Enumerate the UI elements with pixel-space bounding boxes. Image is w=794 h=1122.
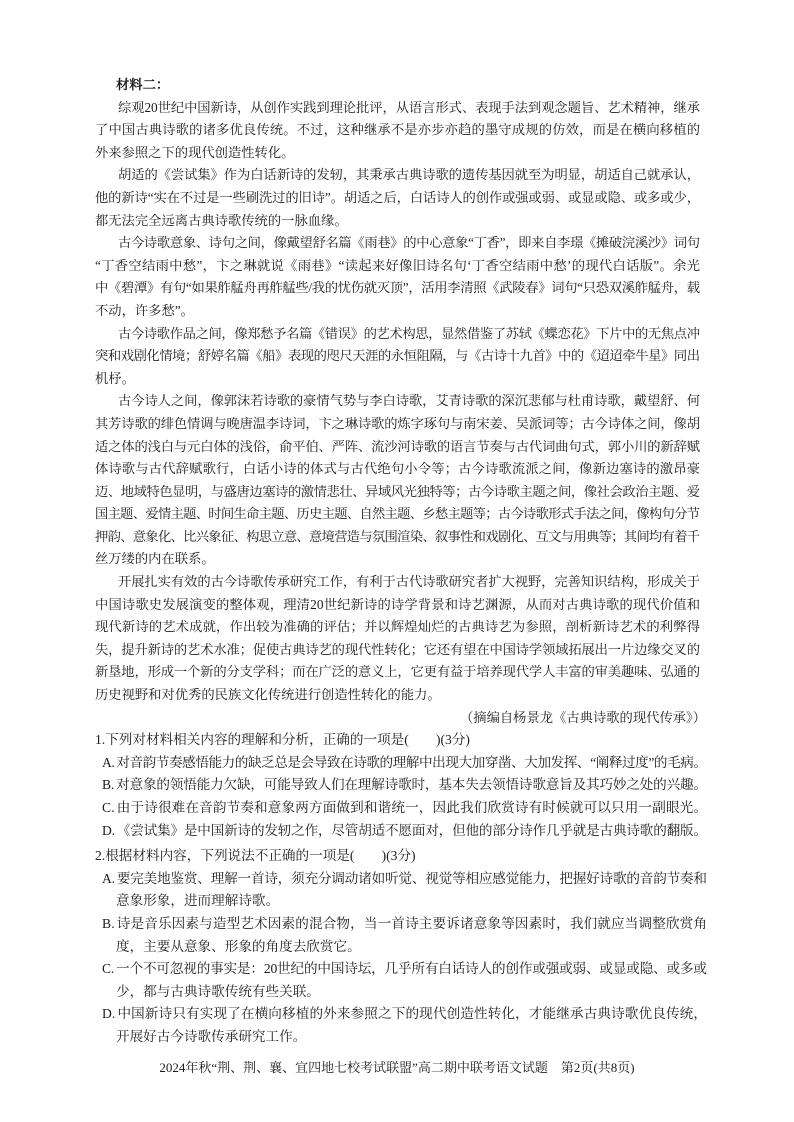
paragraph-5: [95, 390, 700, 571]
option-label: A.: [102, 870, 115, 886]
paragraph-line: 押韵、意象化、比兴象征、构思立意、意境营造与氛围渲染、叙事性和戏剧化、互文与用典等；其间均有着千: [95, 528, 700, 544]
option-text: 诗是音乐因素与造型艺术因素的混合物，当一首诗主要诉诸意象等因素时，我们就应当调整欣赏角: [116, 915, 708, 931]
paragraph-line: 古今诗歌意象、诗句之间，像戴望舒名篇《雨巷》的中心意象“丁香”，即来自李璟《摊破浣溪沙》词句: [118, 235, 700, 251]
option-text: 中国新诗只有实现了在横向移植的外来参照之下的现代创造性转化，才能继承古典诗歌优良传统，: [117, 1006, 708, 1022]
paragraph-2: [95, 164, 700, 232]
paragraph-line: 不动，许多愁”。: [95, 302, 194, 318]
option-label: A.: [102, 754, 115, 770]
option-label: D.: [102, 822, 115, 838]
material-passage: [95, 97, 706, 730]
paragraph-3: [95, 232, 700, 322]
paragraph-line: 古今诗人之间，像郭沫若诗歌的豪情气势与李白诗歌，艾青诗歌的深沉悲郁与杜甫诗歌，戴望舒、何: [118, 393, 700, 409]
option-text: 由于诗很难在音韵节奏和意象两方面做到和谐统一，因此我们欣赏诗有时候就可以只用一副眼光。: [116, 800, 708, 815]
questions: [95, 729, 708, 1048]
paragraph-line: 了中国古典诗歌的诸多优良传统。不过，这种继承不是亦步亦趋的墨守成规的仿效，而是在横向移植的: [95, 122, 701, 138]
paragraph-line: 机杼。: [95, 370, 135, 386]
paragraph-line: 国主题、爱情主题、时间生命主题、历史主题、自然主题、乡愁主题等；古今诗歌形式手法之间，像构句分节: [95, 506, 700, 522]
paragraph-line: 其芳诗歌的绯色情调与晚唐温李诗词，卞之琳诗歌的炼字琢句与南宋姜、吴派词等；古今诗体之间，像胡: [95, 415, 700, 431]
option-text: 《尝试集》是中国新诗的发轫之作，尽管胡适不愿面对，但他的部分诗作几乎就是古典诗歌的翻版。: [116, 822, 707, 838]
paragraph-4: [95, 323, 700, 391]
question-2: [95, 845, 708, 1048]
paragraph-line: 历史视野和对优秀的民族文化传统进行创造性转化的能力。: [95, 687, 441, 703]
option-a: [102, 752, 707, 775]
question-stem: 2.根据材料内容，下列说法不正确的一项是( )(3分): [95, 848, 416, 864]
option-label: B.: [102, 777, 115, 793]
option-a-continued: 意象形象，进而理解诗歌。: [116, 893, 280, 909]
paragraph-line: 他的新诗“实在不过是一些刷洗过的旧诗”。胡适之后，白话诗人的创作或强或弱、或显或隐、或多或少，: [95, 189, 700, 205]
paragraph-line: 综观20世纪中国新诗，从创作实践到理论批评，从语言形式、表现手法到观念题旨、艺术精神，继承: [118, 99, 700, 115]
paragraph-line: 开展扎实有效的古今诗歌传承研究工作，有利于古代诗歌研究者扩大视野，完善知识结构，形成关于: [118, 574, 700, 590]
source-citation: （摘编自杨景龙《古典诗歌的现代传承》）: [460, 709, 706, 725]
option-b: [102, 913, 707, 936]
option-text: 要完美地鉴赏、理解一首诗，须充分调动诸如听觉、视觉等相应感觉能力，把握好诗歌的音韵节奏和: [116, 870, 707, 886]
option-d: [102, 1003, 707, 1026]
paragraph-line: 迈、地域特色显明，与盛唐边塞诗的激情悲壮、异域风光独特等；古今诗歌主题之间，像社会政治主题、爱: [95, 483, 700, 499]
paragraph-line: 体诗歌与古代辞赋歌行，白话小诗的体式与古代绝句小令等；古今诗歌流派之间，像新边塞诗的激昂豪: [95, 461, 701, 477]
paragraph-line: “丁香空结雨中愁”，卞之琳就说《雨巷》“读起来好像旧诗名句‘丁香空结雨中愁’的现代白话版”。余光: [95, 257, 701, 273]
paragraph-line: 古今诗歌作品之间，像郑愁予名篇《错误》的艺术构思，显然借鉴了苏轼《蝶恋花》下片中的无焦点冲: [118, 325, 700, 341]
paragraph-line: 中国诗歌史发展演变的整体观，理清20世纪新诗的诗学背景和诗艺渊源，从而对古典诗歌的现代价值和: [95, 596, 701, 612]
paragraph-6: [95, 571, 700, 707]
option-d-continued: 开展好古今诗歌传承研究工作。: [116, 1028, 307, 1044]
page-footer: 2024年秋“荆、荆、襄、宜四地七校考试联盟”高二期中联考语文试题 第2页(共8页): [159, 1060, 635, 1075]
option-text: 对音韵节奏感悟能力的缺乏总是会导致在诗歌的理解中出现大加穿凿、大加发挥、“阐释过度”的毛病。: [116, 754, 707, 770]
option-label: C.: [102, 800, 115, 815]
option-d: [102, 820, 707, 843]
paragraph-line: 丝万缕的内在联系。: [95, 551, 215, 567]
paragraph-line: 突和戏剧化情境；舒婷名篇《船》表现的咫尺天涯的永恒阻隔，与《古诗十九首》中的《迢迢牵牛星》同出: [95, 348, 700, 364]
paragraph-line: 现代新诗的艺术成就，作出较为准确的评估；并以辉煌灿烂的古典诗艺为参照，剖析新诗艺术的利弊得: [95, 619, 701, 635]
option-c-continued: 少，都与古典诗歌传统有些关联。: [116, 983, 320, 999]
paragraph-line: 失，提升新诗的艺术水准；促使古典诗艺的现代性转化；它还有望在中国诗学领域拓展出一片边缘交叉的: [95, 641, 700, 657]
paragraph-line: 胡适的《尝试集》作为白话新诗的发轫，其秉承古典诗歌的遗传基因就至为明显，胡适自己就承认，: [118, 167, 700, 183]
option-b-continued: 度，主要从意象、形象的角度去欣赏它。: [116, 938, 361, 954]
question-stem: 1.下列对材料相关内容的理解和分析，正确的一项是( )(3分): [95, 732, 470, 748]
paragraph-line: 新垦地，形成一个新的分支学科；而在广泛的意义上，它更有益于培养现代学人丰富的审美趣味、弘通的: [95, 664, 700, 680]
option-c: [102, 797, 707, 820]
paragraph-line: 都无法完全远离古典诗歌传统的一脉血缘。: [95, 212, 348, 228]
exam-page-content: [95, 74, 708, 1049]
paragraph-1: [95, 97, 700, 165]
option-c: [102, 958, 707, 981]
question-1: [95, 729, 708, 842]
option-label: C.: [102, 961, 115, 977]
paragraph-line: 外来参照之下的现代创造性转化。: [95, 144, 295, 160]
option-label: D.: [102, 1006, 116, 1022]
material-heading: 材料二：: [116, 77, 170, 92]
option-text: 对意象的领悟能力欠缺，可能导致人们在理解诗歌时，基本失去领悟诗歌意旨及其巧妙之处的兴趣。: [116, 777, 707, 793]
paragraph-line: 适之体的浅白与元白体的浅俗，俞平伯、严阵、流沙河诗歌的语言节奏与古代词曲句式，郭小川的新辞赋: [95, 438, 700, 454]
option-label: B.: [102, 915, 115, 931]
option-b: [102, 774, 707, 797]
paragraph-line: 中《碧潭》有句“如果舴艋舟再舴艋些/我的忧伤就灭顶”，活用李清照《武陵春》词句“只恐双溪舴艋舟，载: [95, 280, 700, 296]
option-a: [102, 868, 707, 891]
option-text: 一个不可忽视的事实是：20世纪的中国诗坛，几乎所有白话诗人的创作或强或弱、或显或隐、或多或: [116, 961, 707, 977]
